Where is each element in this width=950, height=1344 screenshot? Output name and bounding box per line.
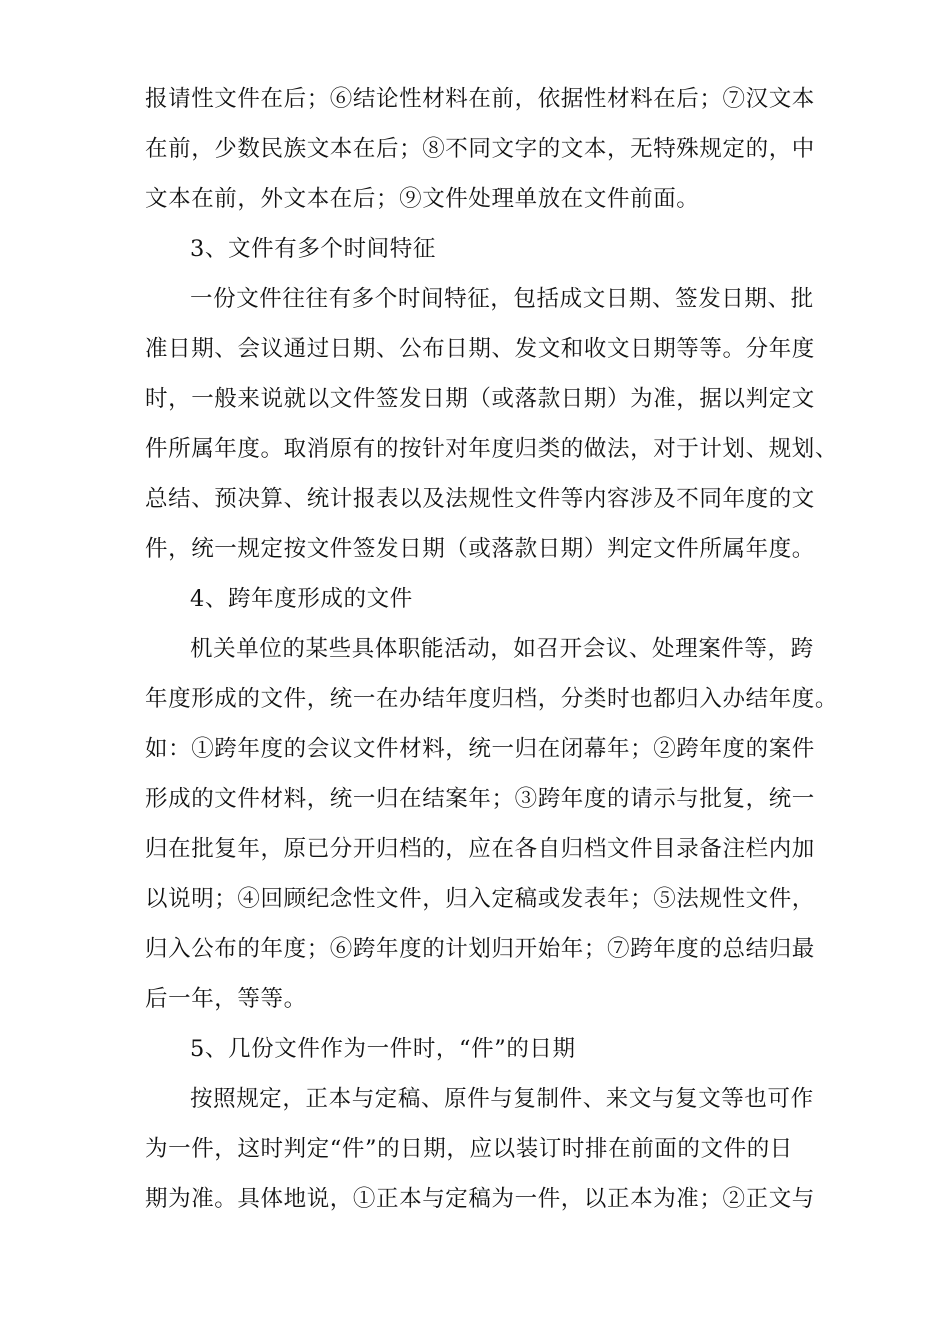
- paragraph-line: 归在批复年，原已分开归档的，应在各自归档文件目录备注栏内加: [145, 836, 815, 862]
- paragraph-line: 年度形成的文件，统一在办结年度归档，分类时也都归入办结年度。: [145, 686, 839, 712]
- paragraph-line: 一份文件往往有多个时间特征，包括成文日期、签发日期、批: [190, 286, 814, 312]
- section-heading-4: 4、跨年度形成的文件: [190, 586, 413, 612]
- paragraph-line: 期为准。具体地说，①正本与定稿为一件，以正本为准；②正文与: [145, 1186, 815, 1212]
- paragraph-line: 归入公布的年度；⑥跨年度的计划归开始年；⑦跨年度的总结归最: [145, 936, 815, 962]
- paragraph-line: 在前，少数民族文本在后；⑧不同文字的文本，无特殊规定的，中: [145, 136, 815, 162]
- paragraph-line: 件所属年度。取消原有的按针对年度归类的做法，对于计划、规划、: [145, 436, 839, 462]
- paragraph-line: 准日期、会议通过日期、公布日期、发文和收文日期等等。分年度: [145, 336, 815, 362]
- section-heading-5: 5、几份文件作为一件时，“件”的日期: [190, 1036, 576, 1062]
- paragraph-line: 机关单位的某些具体职能活动，如召开会议、处理案件等，跨: [190, 636, 814, 662]
- paragraph-line: 以说明；④回顾纪念性文件，归入定稿或发表年；⑤法规性文件，: [145, 886, 815, 912]
- paragraph-line: 时，一般来说就以文件签发日期（或落款日期）为准，据以判定文: [145, 386, 815, 412]
- paragraph-line: 总结、预决算、统计报表以及法规性文件等内容涉及不同年度的文: [145, 486, 815, 512]
- section-heading-3: 3、文件有多个时间特征: [190, 236, 436, 262]
- paragraph-line: 如：①跨年度的会议文件材料，统一归在闭幕年；②跨年度的案件: [145, 736, 815, 762]
- paragraph-line: 后一年，等等。: [145, 986, 307, 1012]
- paragraph-line: 形成的文件材料，统一归在结案年；③跨年度的请示与批复，统一: [145, 786, 815, 812]
- paragraph-line: 为一件，这时判定“件”的日期，应以装订时排在前面的文件的日: [145, 1136, 793, 1162]
- paragraph-line: 报请性文件在后；⑥结论性材料在前，依据性材料在后；⑦汉文本: [145, 86, 815, 112]
- paragraph-line: 文本在前，外文本在后；⑨文件处理单放在文件前面。: [145, 186, 700, 212]
- paragraph-line: 按照规定，正本与定稿、原件与复制件、来文与复文等也可作: [190, 1086, 814, 1112]
- paragraph-line: 件，统一规定按文件签发日期（或落款日期）判定文件所属年度。: [145, 536, 815, 562]
